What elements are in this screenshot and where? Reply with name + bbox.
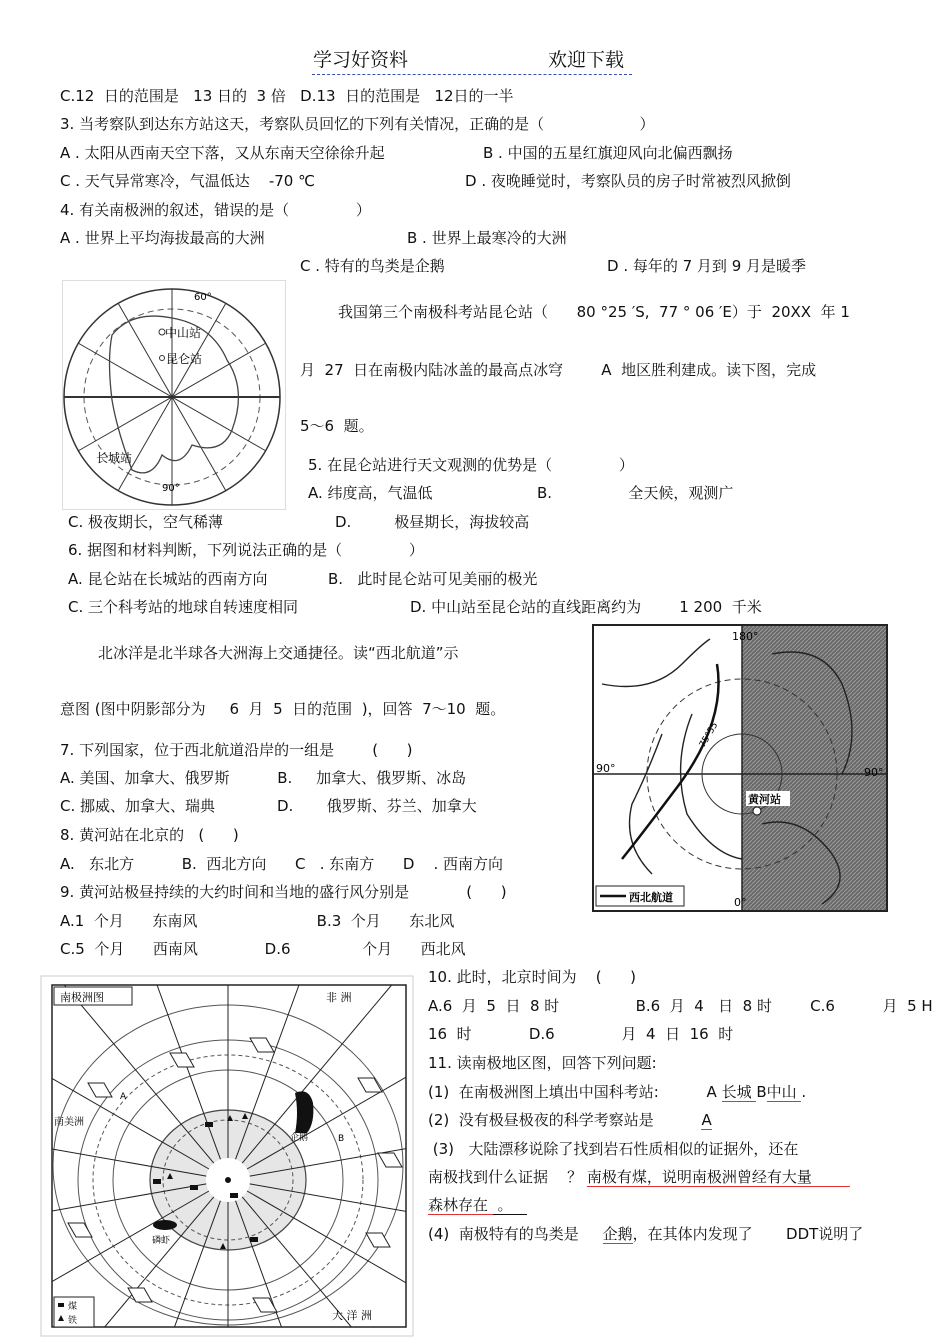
q4-option-b: B . 世界上最寒冷的大洲 [407, 229, 567, 247]
q7-options-ab: A. 美国、加拿大、俄罗斯 B. 加拿大、俄罗斯、冰岛 [60, 769, 467, 787]
question-3: 3. 当考察队到达东方站这天，考察队员回忆的下列有关情况，正确的是（ ） [60, 115, 655, 133]
q7-options-cd: C. 挪威、加拿大、瑞典 D. 俄罗斯、芬兰、加拿大 [60, 797, 477, 815]
northwest-passage-map [592, 624, 888, 912]
label-90e: 90° [864, 766, 884, 779]
antarctica-map [40, 975, 414, 1337]
q3-option-d: D . 夜晚睡觉时，考察队员的房子时常被烈风掀倒 [465, 172, 791, 190]
q9-options-cd: C.5 个月 西南风 D.6 个月 西北风 [60, 940, 466, 958]
label-0: 0° [734, 896, 747, 909]
q11-part-2: (2) 没有极昼极夜的科学考察站是 A [428, 1111, 712, 1129]
question-4: 4. 有关南极洲的叙述，错误的是（ ） [60, 201, 371, 219]
q11-part-1: (1) 在南极洲图上填出中国科考站: A 长城 B中山 . [428, 1083, 807, 1101]
question-10: 10. 此时，北京时间为 ( ) [428, 968, 637, 986]
answer-penguin: 企鹅 [602, 1225, 633, 1243]
header-right: 欢迎下载 [548, 49, 625, 71]
q11-part-3: (3) 大陆漂移说除了找到岩石性质相似的证据外，还在 [428, 1140, 799, 1158]
q3-option-b: B . 中国的五星红旗迎风向北偏西飘扬 [483, 144, 733, 162]
antarctica-stations-map [62, 280, 286, 510]
question-9: 9. 黄河站极昼持续的大约时间和当地的盛行风分别是 ( ) [60, 883, 507, 901]
q9-options-ab: A.1 个月 东南风 B.3 个月 东北风 [60, 912, 455, 930]
q2-options-cd: C.12 日的范围是 13 日的 3 倍 D.13 日的范围是 12日的一半 [60, 87, 514, 105]
label-oceania: 大 洋 洲 [332, 1309, 372, 1322]
label-africa: 非 洲 [326, 991, 352, 1004]
header-left: 学习好资料 [313, 49, 409, 71]
question-7: 7. 下列国家，位于西北航道沿岸的一组是 ( ) [60, 741, 413, 759]
q4-option-a: A . 世界上平均海拔最高的大洲 [60, 229, 265, 247]
q6-option-a: A. 昆仑站在长城站的西南方向 [68, 570, 268, 588]
q10-options-1: A.6 月 5 日 8 时 B.6 月 4 日 8 时 C.6 月 5 H [428, 997, 933, 1015]
coal-legend-icon [58, 1303, 64, 1307]
label-huanghe-station: 黄河站 [748, 793, 781, 806]
question-8: 8. 黄河站在北京的 ( ) [60, 826, 239, 844]
q6-option-c: C. 三个科考站的地球自转速度相同 [68, 598, 299, 616]
answer-coal-evidence: 南极有煤，说明南极洲曾经有大量 [586, 1168, 850, 1186]
header-divider [312, 74, 632, 75]
label-changcheng: 长城站 [96, 451, 133, 465]
label-90w: 90° [596, 762, 616, 775]
q6-option-b: B. 此时昆仑站可见美丽的极光 [328, 570, 538, 588]
q11-part-3-line3: 森林存在 。 [428, 1196, 527, 1214]
answer-changcheng: 长城 [721, 1083, 757, 1101]
passage-line-3: 5～6 题。 [300, 417, 374, 435]
q10-options-2: 16 时 D.6 月 4 日 16 时 [428, 1025, 734, 1043]
question-5: 5. 在昆仑站进行天文观测的优势是（ ） [308, 456, 634, 474]
q4-option-d: D . 每年的 7 月到 9 月是暖季 [607, 257, 807, 275]
passage-line-5: 意图 (图中阴影部分为 6 月 5 日的范围 )，回答 7～10 题。 [60, 700, 506, 718]
label-shrimp: 磷虾 [152, 1236, 171, 1246]
passage-line-1: 我国第三个南极科考站昆仑站（ 80 °25 ′S, 77 ° 06 ′E）于 20XX 年 1 [338, 303, 850, 321]
q4-option-c: C . 特有的鸟类是企鹅 [300, 257, 445, 275]
label-60: 60° [194, 292, 212, 303]
shrimp-icon [153, 1220, 177, 1230]
q8-options: A. 东北方 B. 西北方向 C . 东南方 D . 西南方向 [60, 855, 504, 873]
label-90: 90° [162, 483, 180, 494]
answer-forest: 森林存在 [428, 1196, 493, 1214]
label-a: A [120, 1092, 127, 1102]
question-11: 11. 读南极地区图，回答下列问题: [428, 1054, 657, 1072]
answer-a: A [701, 1111, 712, 1129]
q11-part-4: (4) 南极特有的鸟类是 企鹅，在其体内发现了 DDT说明了 [428, 1225, 864, 1243]
label-kunlun: 昆仑站 [166, 352, 203, 366]
passage-line-4: 北冰洋是北半球各大洲海上交通捷径。读“西北航道”示 [98, 644, 459, 662]
label-latitude: 75°55′ [697, 718, 722, 750]
q3-option-a: A . 太阳从西南天空下落，又从东南天空徐徐升起 [60, 144, 385, 162]
answer-zhongshan: 中山 [766, 1083, 802, 1101]
map-title: 南极洲图 [60, 991, 104, 1004]
q3-option-c: C . 天气异常寒冷，气温低达 -70 ℃ [60, 172, 315, 190]
legend-coal: 煤 [68, 1302, 78, 1312]
q6-option-d: D. 中山站至昆仑站的直线距离约为 1 200 千米 [410, 598, 762, 616]
label-south-america: 南美洲 [54, 1117, 84, 1128]
q5-option-b: B. 全天候，观测广 [537, 484, 734, 502]
legend-iron: 铁 [68, 1316, 78, 1326]
q5-option-a: A. 纬度高，气温低 [308, 484, 433, 502]
q5-option-d: D. 极昼期长，海拔较高 [335, 513, 530, 531]
label-penguin: 企鹅 [290, 1133, 309, 1143]
q5-option-c: C. 极夜期长，空气稀薄 [68, 513, 224, 531]
question-6: 6. 据图和材料判断，下列说法正确的是（ ） [68, 541, 424, 559]
label-zhongshan: 中山站 [165, 326, 202, 340]
legend-label: 西北航道 [629, 891, 673, 904]
label-180: 180° [732, 630, 759, 643]
passage-line-2: 月 27 日在南极内陆冰盖的最高点冰穹 A 地区胜利建成。读下图，完成 [300, 361, 817, 379]
label-b: B [338, 1134, 345, 1144]
q11-part-3-line2: 南极找到什么证据 ？ 南极有煤，说明南极洲曾经有大量 [428, 1168, 850, 1186]
